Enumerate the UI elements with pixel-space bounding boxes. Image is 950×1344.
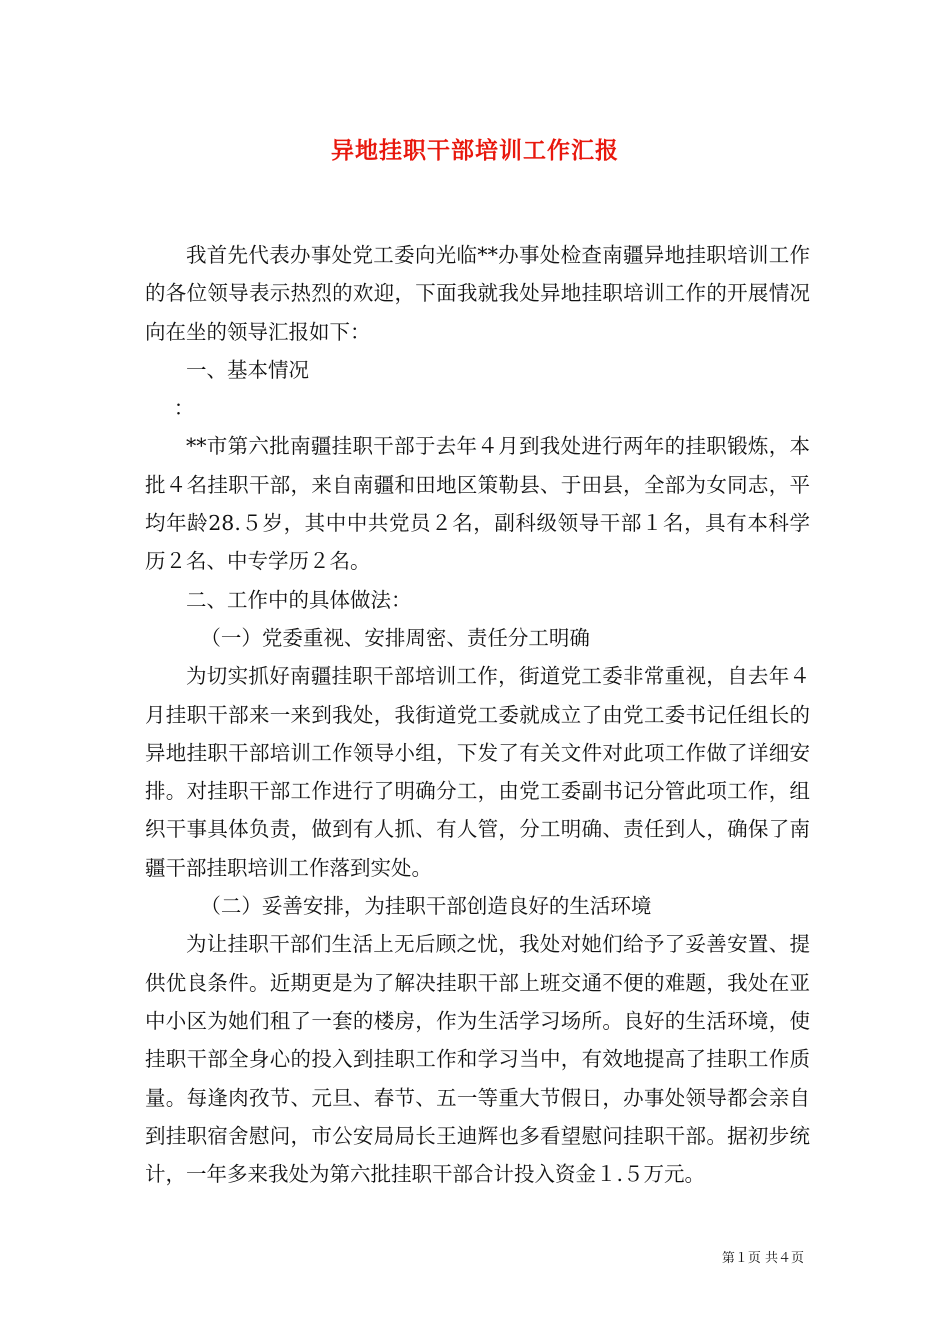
practice-paragraph-1: 为切实抓好南疆挂职干部培训工作，街道党工委非常重视，自去年４月挂职干部来一来到我处，我街道党工委就成立了由党工委书记任组长的异地挂职干部培训工作领导小组，下发了有关文件对此项工作做了详细安排。对挂职干部工作进行了明确分工，由党工委副书记分管此项工作，组织干事具体负责，做到有人抓、有人管，分工明确、责任到人，确保了南疆干部挂职培训工作落到实处。 <box>145 664 810 880</box>
document-title: 异地挂职干部培训工作汇报 <box>331 137 619 164</box>
practice-paragraph-2: 为让挂职干部们生活上无后顾之忧，我处对她们给予了妥善安置、提供优良条件。近期更是为了解决挂职干部上班交通不便的难题，我处在亚中小区为她们租了一套的楼房，作为生活学习场所。良好的生活环境，使挂职干部全身心的投入到挂职工作和学习当中，有效地提高了挂职工作质量。每逢肉孜节、元旦、春节、五一等重大节假日，办事处领导都会亲自到挂职宿舍慰问，市公安局局长王迪辉也多看望慰问挂职干部。据初步统计，一年多来我处为第六批挂职干部合计投入资金１.５万元。 <box>145 932 810 1187</box>
document-body <box>145 236 810 1193</box>
intro-paragraph: 我首先代表办事处党工委向光临**办事处检查南疆异地挂职培训工作的各位领导表示热烈的欢迎，下面我就我处异地挂职培训工作的开展情况向在坐的领导汇报如下： <box>145 243 810 344</box>
section-heading-basic: 一、基本情况 <box>186 357 309 382</box>
subheading-1: （一）党委重视、安排周密、责任分工明确 <box>200 625 590 650</box>
subheading-2: （二）妥善安排，为挂职干部创造良好的生活环境 <box>200 894 652 919</box>
colon-line: ： <box>173 396 195 421</box>
section-heading-practices: 二、工作中的具体做法： <box>186 587 412 612</box>
basic-info-paragraph: **市第六批南疆挂职干部于去年４月到我处进行两年的挂职锻炼，本批４名挂职干部，来自南疆和田地区策勒县、于田县，全部为女同志，平均年龄28.５岁，其中中共党员２名，副科级领导干部１名，具有本科学历２名、中专学历２名。 <box>145 434 810 574</box>
page-number: 第１页 共４页 <box>721 1251 804 1266</box>
